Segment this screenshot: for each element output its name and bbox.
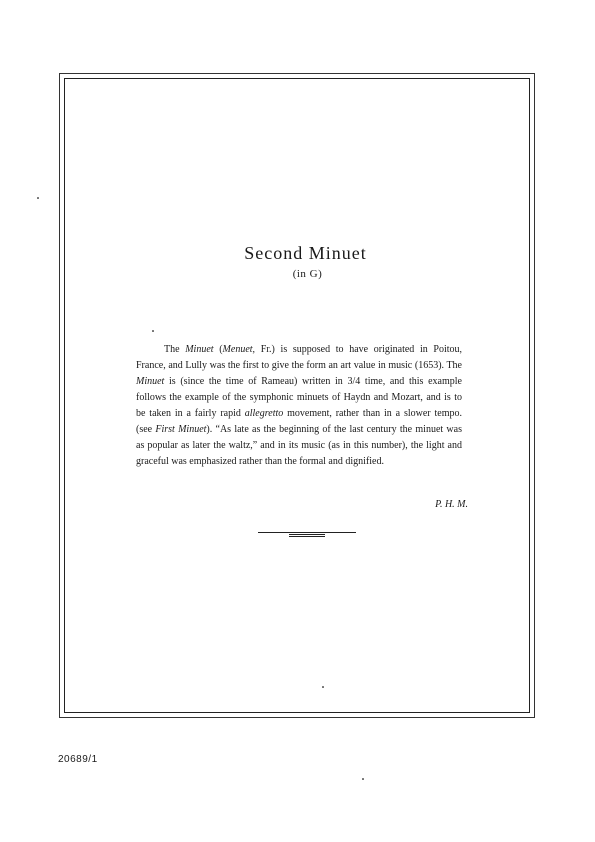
page-title: Second Minuet xyxy=(244,243,367,263)
text-run: movement, rather than in a slower tempo. (see xyxy=(136,408,462,435)
rule-line-short xyxy=(289,534,325,535)
allegretto-italic: allegretto xyxy=(244,408,284,419)
minuet-italic: Minuet xyxy=(136,376,165,387)
decorative-rule xyxy=(258,532,356,538)
rule-line xyxy=(258,532,356,533)
rule-line-short xyxy=(289,536,325,537)
paper-speck xyxy=(322,686,324,688)
author-initials: P. H. M. xyxy=(435,499,468,510)
text-run: The xyxy=(164,344,186,355)
text-run: ). “As late as the beginning of the last century the minuet was as popular as later the waltz,” and in its music (as in this number), the light and graceful was emphasized rather than the formal and dignified. xyxy=(136,424,462,467)
text-run: is (since the time of Rameau) written in xyxy=(164,376,348,387)
paper-speck xyxy=(37,197,39,199)
text-run: Fr.) is supposed to have originated in Poitou, France, and Lully was the first to give the form an art value in music (1653). The xyxy=(136,344,463,371)
first-minuet-italic: First Minuet xyxy=(155,424,207,435)
description-paragraph xyxy=(136,342,462,470)
text-run: ( xyxy=(213,344,223,355)
time-signature: 3/4 xyxy=(347,376,361,387)
minuet-italic: Minuet xyxy=(185,344,214,355)
paper-speck xyxy=(362,778,364,780)
paper-speck xyxy=(152,330,154,332)
page-subtitle: (in G) xyxy=(292,268,323,280)
text-run: time, and this example follows the example of the symphonic minuets of Haydn and Mozart, and is to be taken in a fairly rapid xyxy=(136,376,462,419)
plate-number: 20689/1 xyxy=(58,754,98,765)
description-text xyxy=(136,342,462,470)
menuet-italic: Menuet, xyxy=(222,344,256,355)
